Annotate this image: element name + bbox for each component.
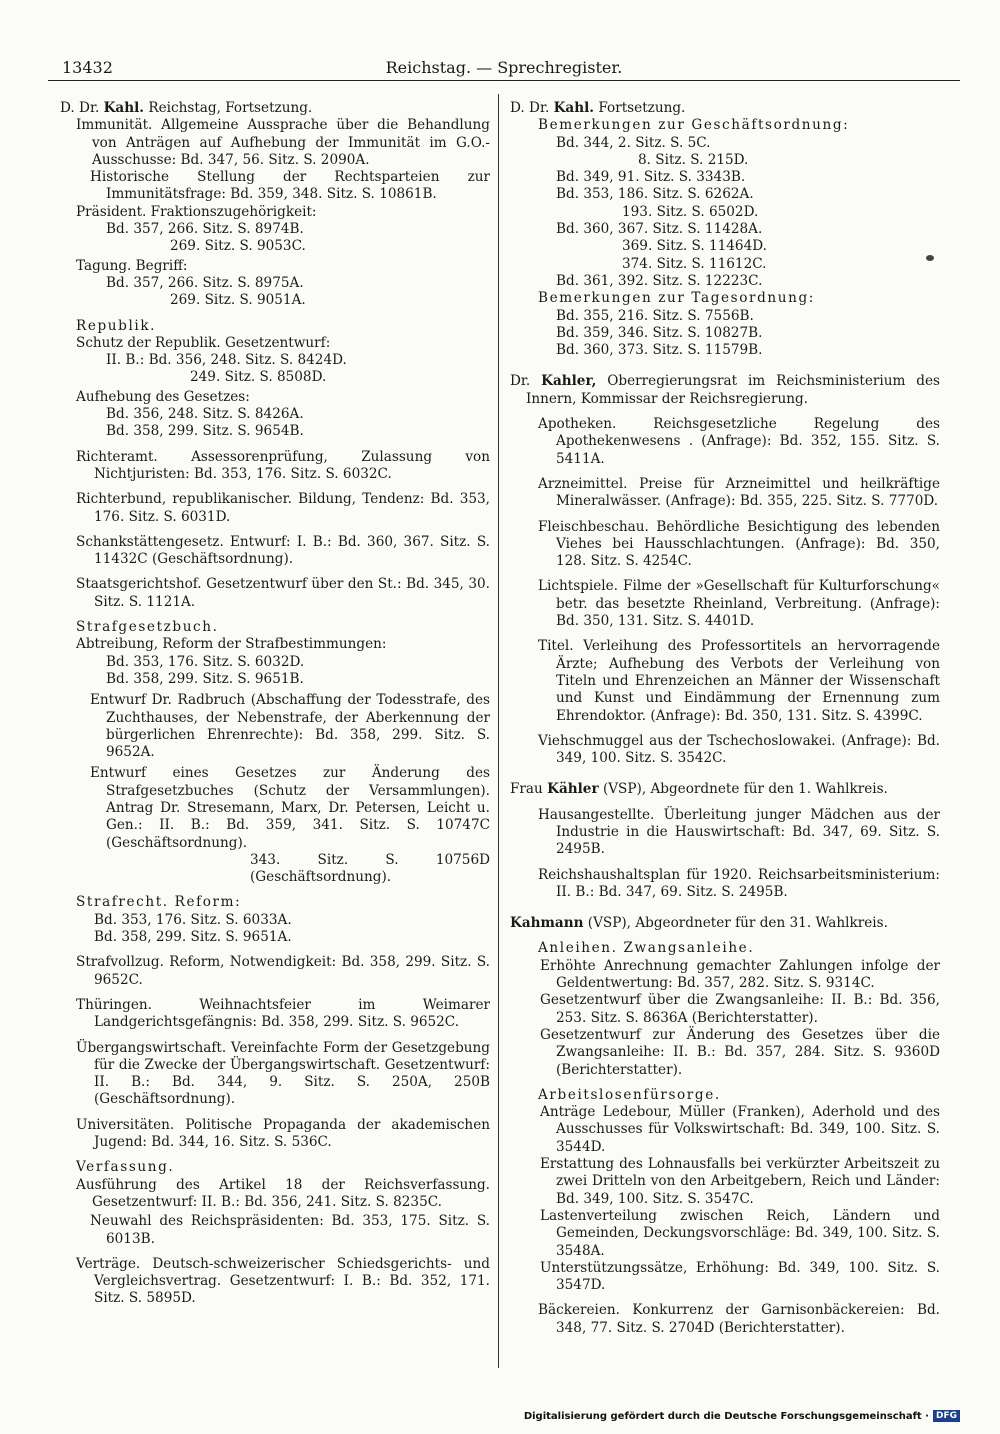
header-rule xyxy=(48,80,960,81)
subject-republik-aufhebung: Aufhebung des Gesetzes: xyxy=(76,388,250,405)
reference: Bd. 358, 299. Sitz. S. 9654B. xyxy=(106,423,304,440)
reference: 369. Sitz. S. 11464D. xyxy=(622,238,767,255)
subject-fleischbeschau: Fleischbeschau. Behördliche Besichtigung des lebenden Viehes bei Hausschlachtungen. (Anfrage): Bd. 350, 128. Sitz. S. 4254C. xyxy=(538,518,940,570)
speaker-name: Kahmann xyxy=(510,915,584,932)
subject-al-2: Erstattung des Lohnausfalls bei verkürzter Arbeitszeit zu zwei Dritteln von den Arbeitgebern, Reich und Länder: Bd. 349, 100. Sitz. S. 3547C. xyxy=(540,1156,940,1207)
reference: Bd. 353, 186. Sitz. S. 6262A. xyxy=(556,186,754,203)
page-number: 13432 xyxy=(62,58,113,77)
subject-bemerkungen-go: Bemerkungen zur Geschäftsordnung: xyxy=(538,117,850,134)
subject-anleihen-1: Erhöhte Anrechnung gemachter Zahlungen infolge der Geldentwertung: Bd. 357, 282. Sitz. S. 9314C. xyxy=(540,957,940,992)
reference: 269. Sitz. S. 9051A. xyxy=(170,292,306,309)
ink-speck xyxy=(926,255,934,261)
subject-hausangestellte: Hausangestellte. Überleitung junger Mädchen aus der Industrie in die Hauswirtschaft: Bd. 347, 69. Sitz. S. 2495B. xyxy=(538,806,940,858)
subject-lichtspiele: Lichtspiele. Filme der »Gesellschaft für Kulturforschung« betr. das besetzte Rheinland, Verbreitung. (Anfrage): Bd. 350, 131. Sitz. S. 4401D. xyxy=(538,578,940,630)
subject-vertraege: Verträge. Deutsch-schweizerischer Schiedsgerichts- und Vergleichsvertrag. Gesetzentwurf: I. B.: Bd. 352, 171. Sitz. S. 5895D. xyxy=(76,1255,490,1307)
reference: 249. Sitz. S. 8508D. xyxy=(190,369,327,386)
heading-rest: (VSP), Abgeordnete für den 1. Wahlkreis. xyxy=(602,781,888,798)
speaker-name: Kahl. xyxy=(553,100,595,116)
subject-strafgesetzbuch: Strafgesetzbuch. xyxy=(76,619,219,636)
footer-note: Digitalisierung gefördert durch die Deutsche Forschungsgemeinschaft · xyxy=(523,1410,929,1422)
column-divider xyxy=(498,94,499,1368)
subject-titel: Titel. Verleihung des Professortitels an hervorragende Ärzte; Aufhebung des Verbots der Verleihung von Titeln und Ehrenzeichen an Männer der Wissenschaft und Kunst und Eindämmung der Ernennung zum Ehrendoktor. (Anfrage): Bd. 350, 131. Sitz. S. 4399C. xyxy=(538,638,940,724)
entry-heading-kahl-cont xyxy=(510,100,940,117)
reference: Bd. 358, 299. Sitz. S. 9651A. xyxy=(94,929,292,946)
reference: Bd. 353, 176. Sitz. S. 6033A. xyxy=(94,911,292,928)
reference: 374. Sitz. S. 11612C. xyxy=(622,255,767,272)
speaker-name: Kähler xyxy=(547,781,599,798)
subject-republik-schutz: Schutz der Republik. Gesetzentwurf: xyxy=(76,334,331,351)
subject-richterbund: Richterbund, republikanischer. Bildung, Tendenz: Bd. 353, 176. Sitz. S. 6031D. xyxy=(76,491,490,525)
reference: Bd. 353, 176. Sitz. S. 6032D. xyxy=(106,653,305,670)
subject-reichshaushaltsplan: Reichshaushaltsplan für 1920. Reichsarbeitsministerium: II. B.: Bd. 347, 69. Sitz. S. 2495B. xyxy=(538,866,940,900)
entry-heading-kaehler xyxy=(510,781,940,798)
subject-strafrecht: Strafrecht. Reform: xyxy=(76,894,242,911)
subject-apotheken: Apotheken. Reichsgesetzliche Regelung des Apothekenwesens . (Anfrage): Bd. 352, 155. Sitz. S. 5411A. xyxy=(538,416,940,467)
subject-arzneimittel: Arzneimittel. Preise für Arzneimittel und heilkräftige Mineralwässer. (Anfrage): Bd. 355, 225. Sitz. S. 7770D. xyxy=(538,475,940,510)
subject-verf-ausfuehrung: Ausführung des Artikel 18 der Reichsverfassung. Gesetzentwurf: II. B.: Bd. 356, 241. Sitz. S. 8235C. xyxy=(76,1176,490,1210)
subject-anleihen-2: Gesetzentwurf über die Zwangsanleihe: II. B.: Bd. 356, 253. Sitz. S. 8636A (Berichterstatter). xyxy=(540,992,940,1026)
subject-abtreibung: Abtreibung, Reform der Strafbestimmungen: xyxy=(76,636,387,653)
subject-viehschmuggel: Viehschmuggel aus der Tschechoslowakei. (Anfrage): Bd. 349, 100. Sitz. S. 3542C. xyxy=(538,732,940,767)
subject-richteramt: Richteramt. Assessorenprüfung, Zulassung von Nichtjuristen: Bd. 353, 176. Sitz. S. 6032C. xyxy=(76,448,490,482)
reference: Bd. 355, 216. Sitz. S. 7556B. xyxy=(556,307,754,324)
subject-universitaeten: Universitäten. Politische Propaganda der akademischen Jugend: Bd. 344, 16. Sitz. S. 536C. xyxy=(76,1116,490,1151)
name-prefix: Frau xyxy=(510,781,543,798)
reference: 8. Sitz. S. 215D. xyxy=(638,151,749,168)
heading-rest: Oberregierungsrat im Reichsministerium des Innern, Kommissar der Reichsregierung. xyxy=(526,373,940,407)
subject-arbeitslosenfuersorge: Arbeitslosenfürsorge. xyxy=(538,1086,721,1103)
subject-schankstaetten: Schankstättengesetz. Entwurf: I. B.: Bd. 360, 367. Sitz. S. 11432C (Geschäftsordnung). xyxy=(76,533,490,568)
reference: Bd. 360, 367. Sitz. S. 11428A. xyxy=(556,221,763,238)
entry-heading-kahler xyxy=(510,373,940,408)
reference: Bd. 356, 248. Sitz. S. 8426A. xyxy=(106,406,304,423)
subject-strafvollzug: Strafvollzug. Reform, Notwendigkeit: Bd. 358, 299. Sitz. S. 9652C. xyxy=(76,954,490,988)
reference: 193. Sitz. S. 6502D. xyxy=(622,203,759,220)
subject-anleihen: Anleihen. Zwangsanleihe. xyxy=(538,940,755,957)
subject-verf-neuwahl: Neuwahl des Reichspräsidenten: Bd. 353, 175. Sitz. S. 6013B. xyxy=(90,1213,490,1247)
subject-anleihen-3: Gesetzentwurf zur Änderung des Gesetzes über die Zwangsanleihe: II. B.: Bd. 357, 284. Sitz. S. 9360D (Berichterstatter). xyxy=(540,1026,940,1078)
heading-rest: Reichstag, Fortsetzung. xyxy=(148,100,313,116)
entry-heading-kahl xyxy=(60,100,490,117)
reference: Bd. 359, 346. Sitz. S. 10827B. xyxy=(556,324,763,341)
dfg-logo: DFG xyxy=(933,1410,960,1422)
reference: Bd. 360, 373. Sitz. S. 11579B. xyxy=(556,342,763,359)
subject-immunitaet: Immunität. Allgemeine Aussprache über die Behandlung von Anträgen auf Aufhebung der Immunität im G.O.-Ausschusse: Bd. 347, 56. Sitz. S. 2090A. xyxy=(76,117,490,168)
subject-bemerkungen-to: Bemerkungen zur Tagesordnung: xyxy=(538,290,815,307)
subject-baeckereien: Bäckereien. Konkurrenz der Garnisonbäckereien: Bd. 348, 77. Sitz. S. 2704D (Berichterstatter). xyxy=(538,1302,940,1336)
page-header xyxy=(48,56,960,82)
speaker-name: Kahl. xyxy=(103,100,145,116)
subject-praesident: Präsident. Fraktionszugehörigkeit: xyxy=(76,203,317,220)
speaker-name: Kahler, xyxy=(541,373,597,390)
subject-uebergangswirtschaft: Übergangswirtschaft. Vereinfachte Form der Gesetzgebung für die Zwecke der Übergangswirtschaft. Gesetzentwurf: II. B.: Bd. 344, 9. Sitz. S. 250A, 250B (Geschäftsordnung). xyxy=(76,1039,490,1108)
subject-al-4: Unterstützungssätze, Erhöhung: Bd. 349, 100. Sitz. S. 3547D. xyxy=(540,1259,940,1294)
reference: Bd. 361, 392. Sitz. S. 12223C. xyxy=(556,272,763,289)
reference: Bd. 344, 2. Sitz. S. 5C. xyxy=(556,134,711,151)
digitization-footer xyxy=(524,1410,960,1422)
heading-rest: Fortsetzung. xyxy=(598,100,686,116)
left-column xyxy=(60,100,490,1308)
subject-radbruch: Entwurf Dr. Radbruch (Abschaffung der Todesstrafe, des Zuchthauses, der Nebenstrafe, der Aberkennung der bürgerlichen Ehrenrechte): Bd. 358, 299. Sitz. S. 9652A. xyxy=(90,692,490,761)
heading-rest: (VSP), Abgeordneter für den 31. Wahlkreis. xyxy=(587,915,888,932)
name-prefix: D. Dr. xyxy=(60,100,100,116)
subject-thueringen: Thüringen. Weihnachtsfeier im Weimarer Landgerichtsgefängnis: Bd. 358, 299. Sitz. S. 9652C. xyxy=(76,996,490,1031)
reference: 343. Sitz. S. 10756D (Geschäftsordnung). xyxy=(250,851,490,886)
reference: 269. Sitz. S. 9053C. xyxy=(170,238,306,255)
subject-aenderung: Entwurf eines Gesetzes zur Änderung des Strafgesetzbuches (Schutz der Versammlungen). Antrag Dr. Stresemann, Marx, Dr. Petersen, Leicht u. Gen.: II. B.: Bd. 359, 341. Sitz. S. 10747C (Geschäftsordnung). xyxy=(90,765,490,851)
running-title: Reichstag. — Sprechregister. xyxy=(385,58,623,77)
right-column xyxy=(510,100,940,1337)
subject-verfassung: Verfassung. xyxy=(76,1159,175,1176)
subject-republik: Republik. xyxy=(76,317,157,334)
subject-al-3: Lastenverteilung zwischen Reich, Ländern und Gemeinden, Deckungsvorschläge: Bd. 349, 100. Sitz. S. 3548A. xyxy=(540,1207,940,1259)
subject-al-1: Anträge Ledebour, Müller (Franken), Aderhold und des Ausschusses für Volkswirtschaft: Bd. 349, 100. Sitz. S. 3544D. xyxy=(540,1104,940,1155)
reference: Bd. 357, 266. Sitz. S. 8975A. xyxy=(106,274,304,291)
subject-immunitaet-hist: Historische Stellung der Rechtsparteien zur Immunitätsfrage: Bd. 359, 348. Sitz. S. 10861B. xyxy=(90,169,490,203)
subject-staatsgerichtshof: Staatsgerichtshof. Gesetzentwurf über den St.: Bd. 345, 30. Sitz. S. 1121A. xyxy=(76,576,490,610)
reference: Bd. 358, 299. Sitz. S. 9651B. xyxy=(106,670,304,687)
reference: Bd. 349, 91. Sitz. S. 3343B. xyxy=(556,169,746,186)
entry-heading-kahmann xyxy=(510,915,940,932)
name-prefix: D. Dr. xyxy=(510,100,550,116)
reference: Bd. 357, 266. Sitz. S. 8974B. xyxy=(106,221,304,238)
reference: II. B.: Bd. 356, 248. Sitz. S. 8424D. xyxy=(106,352,347,369)
name-prefix: Dr. xyxy=(510,373,531,390)
subject-tagung: Tagung. Begriff: xyxy=(76,257,188,274)
